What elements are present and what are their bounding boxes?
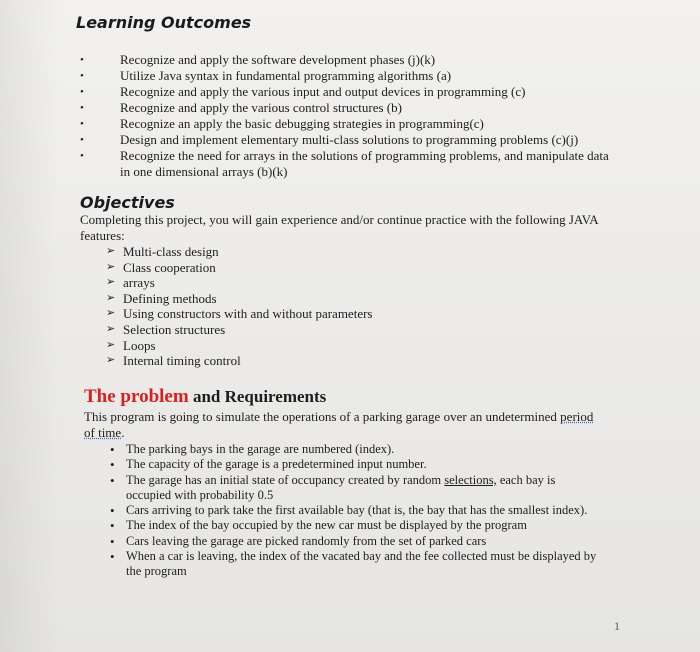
feature-item: ➢ Multi-class design xyxy=(106,244,219,259)
requirement-item: • Cars arriving to park take the first available bay (that is, the bay that has the smallest index). xyxy=(110,503,588,519)
requirement-item: • The parking bays in the garage are numbered (index). xyxy=(110,442,395,457)
features-list xyxy=(80,244,372,369)
page-number: 1 xyxy=(614,619,620,633)
outcome-item: • Design and implement elementary multi-class solutions to programming problems (c)(j) xyxy=(80,132,579,147)
bullet-icon: • xyxy=(110,457,115,473)
underlined-phrase: period of time xyxy=(84,409,594,440)
arrow-bullet-icon: ➢ xyxy=(106,291,116,304)
feature-item: ➢ arrays xyxy=(106,275,155,291)
feature-item: ➢ Loops xyxy=(106,337,156,353)
bullet-icon: • xyxy=(80,102,84,114)
feature-item: ➢ Class cooperation xyxy=(106,259,216,275)
feature-item: ➢ Defining methods xyxy=(106,290,217,306)
bullet-icon: • xyxy=(80,150,84,162)
outcome-item: • Recognize and apply the various input and output devices in programming (c) xyxy=(80,84,526,99)
outcome-item: • Utilize Java syntax in fundamental programming algorithms (a) xyxy=(80,68,452,83)
requirements-list xyxy=(110,442,600,580)
bullet-icon: • xyxy=(80,86,84,98)
objectives-intro: Completing this project, you will gain experience and/or continue practice with the following JAVA features: xyxy=(80,212,598,243)
arrow-bullet-icon: ➢ xyxy=(106,354,116,367)
arrow-bullet-icon: ➢ xyxy=(106,276,116,289)
problem-heading xyxy=(84,386,326,408)
outcome-item: • Recognize an apply the basic debugging strategies in programming(c) xyxy=(80,116,484,131)
bullet-icon: • xyxy=(110,472,115,488)
requirement-item: • Cars leaving the garage are picked randomly from the set of parked cars xyxy=(110,533,487,549)
feature-item: ➢ Using constructors with and without parameters xyxy=(106,306,373,322)
arrow-bullet-icon: ➢ xyxy=(106,322,116,335)
bullet-icon: • xyxy=(110,503,115,519)
bullet-icon: • xyxy=(80,118,84,130)
bullet-icon: • xyxy=(110,518,115,534)
arrow-bullet-icon: ➢ xyxy=(106,338,116,351)
arrow-bullet-icon: ➢ xyxy=(106,245,116,257)
underlined-word: selections, xyxy=(444,472,497,487)
requirement-item: • When a car is leaving, the index of the vacated bay and the fee collected must be displayed by the program xyxy=(110,549,597,579)
bullet-icon: • xyxy=(110,442,115,457)
requirement-item: • The capacity of the garage is a predetermined input number. xyxy=(110,457,427,473)
bullet-icon: • xyxy=(80,70,84,82)
requirement-item: • The index of the bay occupied by the new car must be displayed by the program xyxy=(110,518,527,534)
feature-item: ➢ Internal timing control xyxy=(106,353,241,369)
learning-outcomes-list xyxy=(80,52,620,180)
problem-heading-highlight: The problem xyxy=(84,386,189,407)
outcome-item: • Recognize and apply the software development phases (j)(k) xyxy=(80,52,436,67)
objectives-heading: Objectives xyxy=(80,193,175,212)
arrow-bullet-icon: ➢ xyxy=(106,260,116,273)
bullet-icon: • xyxy=(80,134,84,146)
outcome-item: • Recognize and apply the various control structures (b) xyxy=(80,100,402,115)
bullet-icon: • xyxy=(110,549,115,565)
arrow-bullet-icon: ➢ xyxy=(106,307,116,320)
requirement-item: • The garage has an initial state of occupancy created by random selections, each bay is occupied with probability 0.5 xyxy=(110,472,556,502)
outcome-item: • Recognize the need for arrays in the solutions of programming problems, and manipulate data in one dimensional arrays (b)(k) xyxy=(80,148,609,179)
bullet-icon: • xyxy=(110,533,115,549)
problem-intro: This program is going to simulate the operations of a parking garage over an undetermined period of time. xyxy=(84,409,594,440)
problem-heading-rest: and Requirements xyxy=(188,387,327,406)
bullet-icon: • xyxy=(80,54,84,66)
feature-item: ➢ Selection structures xyxy=(106,321,226,337)
learning-outcomes-heading: Learning Outcomes xyxy=(76,13,252,32)
